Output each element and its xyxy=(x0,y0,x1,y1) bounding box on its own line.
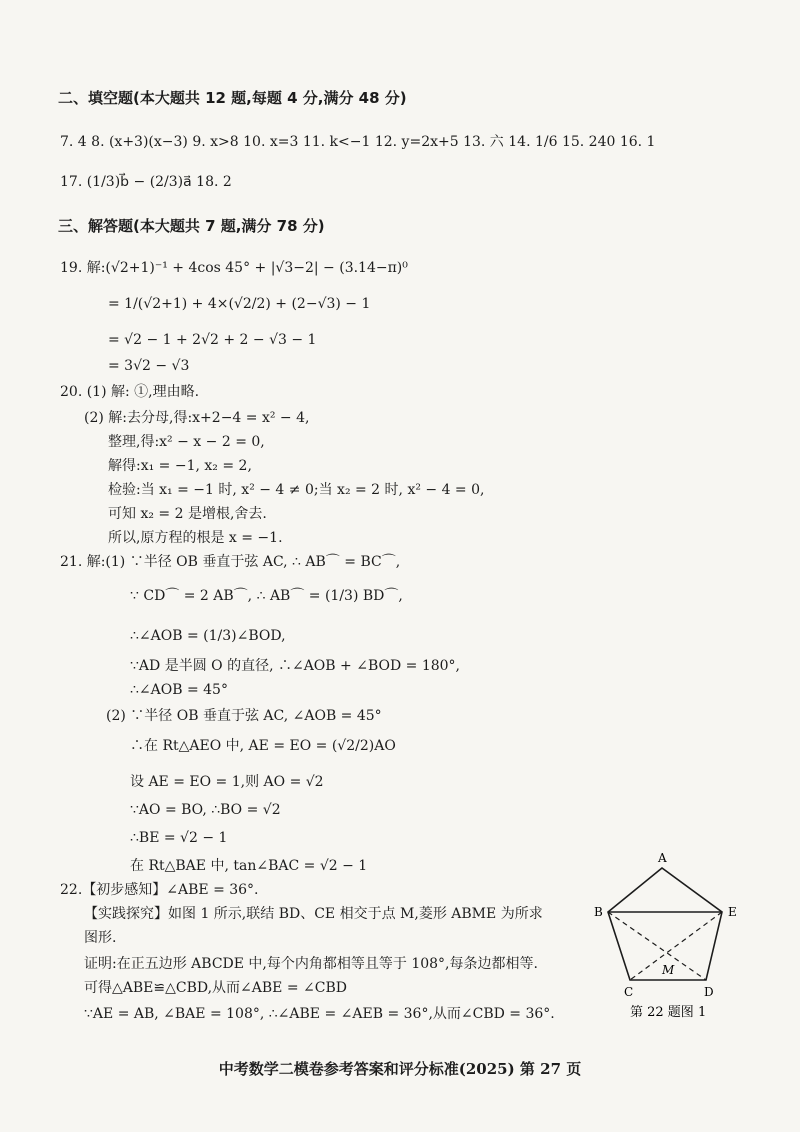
diagonal-bd xyxy=(608,912,706,980)
q19-line: = √2 − 1 + 2√2 + 2 − √3 − 1 xyxy=(108,332,317,348)
section-heading-fill-in: 二、填空题(本大题共 12 题,每题 4 分,满分 48 分) xyxy=(58,89,407,107)
q21-line: 在 Rt△BAE 中, tan∠BAC = √2 − 1 xyxy=(130,858,368,874)
q21-line: ∴在 Rt△AEO 中, AE = EO = (√2/2)AO xyxy=(130,738,396,754)
q21-line: ∵AD 是半圆 O 的直径, ∴∠AOB + ∠BOD = 180°, xyxy=(130,658,460,674)
q22-line: 【实践探究】如图 1 所示,联结 BD、CE 相交于点 M,菱形 ABME 为所求 xyxy=(84,906,543,922)
section-heading-solutions: 三、解答题(本大题共 7 题,满分 78 分) xyxy=(58,217,325,235)
label-a: A xyxy=(658,851,667,865)
q21-line: ∵ CD⌒ = 2 AB⌒, ∴ AB⌒ = (1/3) BD⌒, xyxy=(130,588,403,604)
q19-line: = 1/(√2+1) + 4×(√2/2) + (2−√3) − 1 xyxy=(108,296,371,312)
q21-line: ∴∠AOB = (1/3)∠BOD, xyxy=(130,628,286,644)
pentagon-figure xyxy=(590,850,790,1025)
q22-line: ∵AE = AB, ∠BAE = 108°, ∴∠ABE = ∠AEB = 36°,从而∠CBD = 36°. xyxy=(84,1006,555,1022)
q19-line: 19. 解:(√2+1)⁻¹ + 4cos 45° + |√3−2| − (3.14−π)⁰ xyxy=(60,260,408,276)
fill-in-answers-line-1: 7. 4 8. (x+3)(x−3) 9. x>8 10. x=3 11. k<−1 12. y=2x+5 13. 六 14. 1/6 15. 240 16. 1 xyxy=(60,134,656,150)
q22-line: 图形. xyxy=(84,930,117,946)
label-m: M xyxy=(662,963,675,977)
label-e: E xyxy=(728,905,737,919)
label-c: C xyxy=(624,985,634,999)
q21-line: 21. 解:(1) ∵半径 OB 垂直于弦 AC, ∴ AB⌒ = BC⌒, xyxy=(60,554,401,570)
q20-line: 整理,得:x² − x − 2 = 0, xyxy=(108,434,265,450)
q20-line: (2) 解:去分母,得:x+2−4 = x² − 4, xyxy=(84,410,310,426)
fill-in-answers-line-2: 17. (1/3)b⃗ − (2/3)a⃗ 18. 2 xyxy=(60,174,232,190)
q19-line: = 3√2 − √3 xyxy=(108,358,190,374)
label-d: D xyxy=(704,985,714,999)
page-footer: 中考数学二模卷参考答案和评分标准(2025) 第 27 页 xyxy=(218,1060,582,1078)
q20-line: 检验:当 x₁ = −1 时, x² − 4 ≠ 0;当 x₂ = 2 时, x² − 4 = 0, xyxy=(108,482,485,498)
q20-line: 20. (1) 解: ①,理由略. xyxy=(60,384,200,400)
q22-line: 可得△ABE≌△CBD,从而∠ABE = ∠CBD xyxy=(84,980,347,996)
q21-line: 设 AE = EO = 1,则 AO = √2 xyxy=(130,774,324,790)
q21-line: ∵AO = BO, ∴BO = √2 xyxy=(130,802,281,818)
q21-line: ∴∠AOB = 45° xyxy=(130,682,228,698)
q22-line: 22.【初步感知】∠ABE = 36°. xyxy=(60,882,259,898)
label-b: B xyxy=(594,905,603,919)
q22-line: 证明:在正五边形 ABCDE 中,每个内角都相等且等于 108°,每条边都相等. xyxy=(84,956,538,972)
q21-line: (2) ∵半径 OB 垂直于弦 AC, ∠AOB = 45° xyxy=(106,708,382,724)
q20-line: 解得:x₁ = −1, x₂ = 2, xyxy=(108,458,252,474)
figure-caption: 第 22 题图 1 xyxy=(630,1005,707,1020)
q21-line: ∴BE = √2 − 1 xyxy=(130,830,228,846)
q20-line: 所以,原方程的根是 x = −1. xyxy=(108,530,283,546)
q20-line: 可知 x₂ = 2 是增根,舍去. xyxy=(108,506,267,522)
